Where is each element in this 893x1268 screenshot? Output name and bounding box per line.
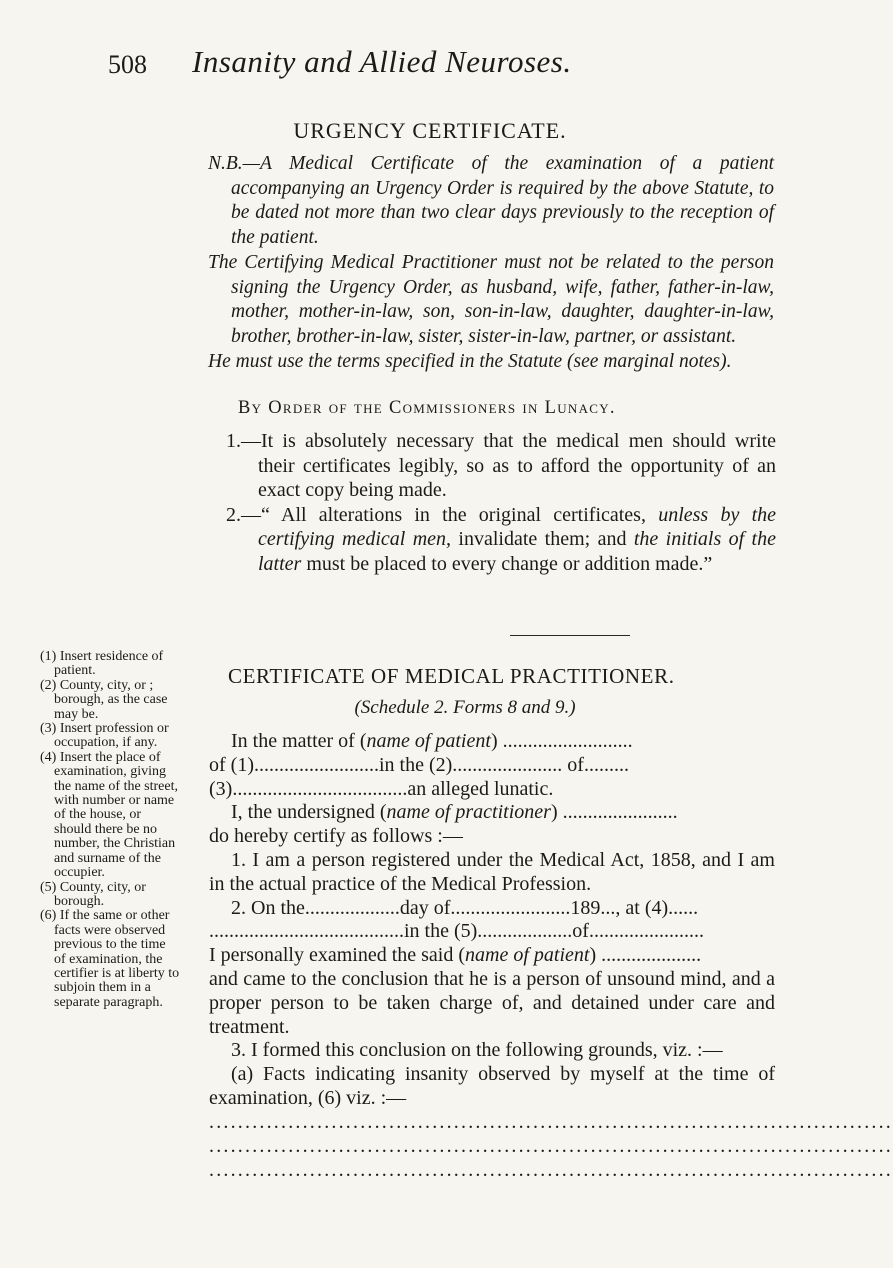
order-2-emphasis-d: the initials of the latter	[258, 528, 776, 575]
blank-fill-line: ...............................................................................................	[209, 1134, 893, 1157]
commissioners-order-heading: By Order of the Commissioners in Lunacy.	[238, 398, 616, 418]
commissioners-orders	[226, 429, 776, 576]
form-text: I personally examined the said (	[209, 944, 466, 967]
order-2-text-a: 2.—“ All alterations in the original certificates,	[226, 503, 659, 526]
form-line-alleged-lunatic: (3)...................................an alleged lunatic.	[209, 777, 554, 800]
marginal-note-4: (4) Insert the place of examination, giving the name of the street, with number or name of the house, or should there be no number, the Christian and surname of the occupier.	[40, 749, 179, 881]
form-line-place: .......................................in the (5)...................of.......................	[209, 920, 704, 943]
form-field-name-of-patient: name of patient	[366, 730, 491, 752]
form-clause-1: 1. I am a person registered under the Medical Act, 1858, and I am in the actual practice of the Medical Profession.	[209, 848, 775, 895]
marginal-notes	[40, 650, 180, 1010]
form-text: ) ....................	[589, 944, 702, 967]
form-line-residence: of (1).........................in the (2)...................... of.........	[209, 753, 629, 776]
nb-paragraph-1: N.B.—A Medical Certificate of the examination of a patient accompanying an Urgency Order is required by the above Statute, to be dated not more than two clear days previously to the reception of the patient.	[208, 153, 774, 249]
form-text: ) ..........................	[490, 730, 633, 752]
marginal-note-2: (2) County, city, or ; borough, as the case may be.	[40, 677, 168, 722]
marginal-note-6: (6) If the same or other facts were observed previous to the time of examination, the certifier is at liberty to subjoin them in a separate paragraph.	[40, 908, 180, 1010]
form-line-practitioner	[209, 801, 775, 825]
nb-paragraph-2: The Certifying Medical Practitioner must not be related to the person signing the Urgency Order, as husband, wife, father, father-in-law, mother, mother-in-law, son, son-in-law, daughter, daughter-in-law, brother, brother-in-law, sister, sister-in-law, partner, or assistant.	[208, 251, 774, 347]
marginal-note-5: (5) County, city, or borough.	[40, 879, 146, 909]
page-number: 508	[108, 50, 147, 79]
form-clause-3a: (a) Facts indicating insanity observed by myself at the time of examination, (6) viz. :—	[209, 1063, 775, 1109]
order-item-1: 1.—It is absolutely necessary that the medical men should write their certificates legibly, so as to afford the opportunity of an exact copy being made.	[226, 430, 776, 501]
nota-bene-block	[208, 152, 774, 374]
urgency-certificate-title: URGENCY CERTIFICATE.	[293, 118, 567, 143]
blank-fill-line: ...............................................................................................	[209, 1110, 893, 1133]
blank-fill-line: ...............................................................................................	[209, 1158, 893, 1181]
form-line-examined	[209, 944, 775, 968]
practitioner-certificate-title: CERTIFICATE OF MEDICAL PRACTITIONER.	[228, 664, 675, 688]
nb-paragraph-3: He must use the terms specified in the Statute (see marginal notes).	[208, 350, 732, 372]
order-2-text-e: must be placed to every change or addition made.”	[301, 552, 713, 575]
schedule-reference: (Schedule 2. Forms 8 and 9.)	[354, 697, 576, 718]
form-field-name-of-practitioner: name of practitioner	[386, 801, 551, 824]
order-item-2	[226, 503, 776, 577]
running-title: Insanity and Allied Neuroses.	[192, 44, 572, 79]
form-field-name-of-patient: name of patient	[465, 944, 590, 967]
marginal-note-3: (3) Insert profession or occupation, if any.	[40, 721, 169, 751]
marginal-note-1: (1) Insert residence of patient.	[40, 649, 164, 679]
form-line-date: 2. On the...................day of........................189..., at (4)......	[231, 896, 699, 919]
certificate-form	[209, 730, 893, 1183]
section-divider	[510, 635, 630, 636]
form-text: I, the undersigned (	[231, 801, 387, 824]
form-text: ) .......................	[550, 801, 678, 824]
form-line-patient	[209, 730, 775, 754]
page-header	[108, 44, 750, 84]
form-text: In the matter of (	[231, 730, 367, 752]
form-line-certify: do hereby certify as follows :—	[209, 825, 463, 848]
form-clause-conclusion: and came to the conclusion that he is a person of unsound mind, and a proper person to be taken charge of, and detained under care and treatment.	[209, 967, 775, 1038]
order-2-text-c: invalidate them; and	[451, 528, 634, 550]
order-2-emphasis-b: unless by the certifying medical men,	[258, 503, 777, 550]
form-clause-3: 3. I formed this conclusion on the following grounds, viz. :—	[231, 1039, 723, 1062]
